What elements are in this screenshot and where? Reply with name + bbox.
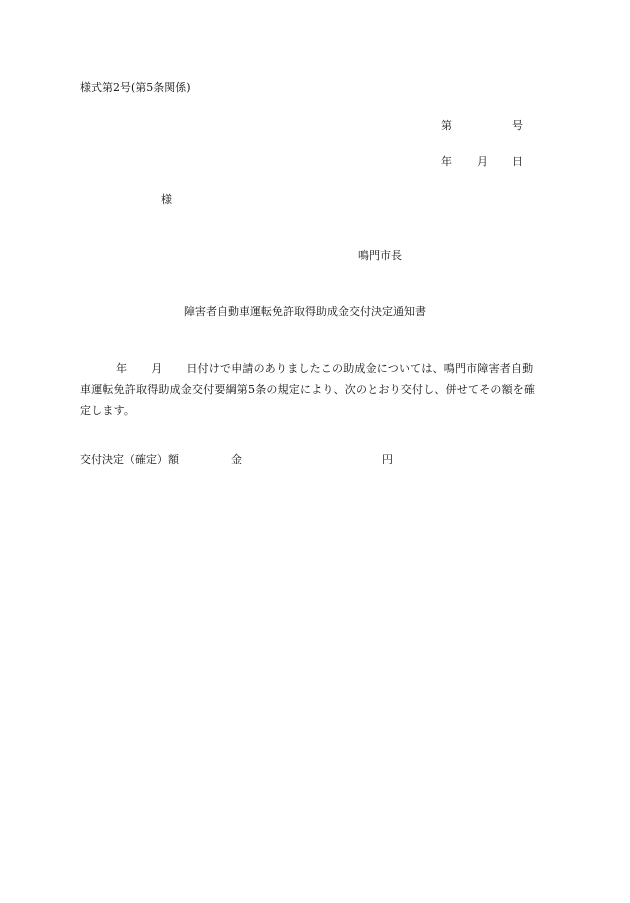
body-line-2: 車運転免許取得助成金交付要綱第5条の規定により、次のとおり交付し、併せてその額を確 <box>80 383 536 396</box>
body-line-3: 定します。 <box>80 404 136 417</box>
amount-prefix: 金 <box>231 453 242 466</box>
form-number-label: 様式第2号(第5条関係) <box>80 81 191 94</box>
addressee-honorific: 様 <box>161 193 172 206</box>
body-month: 月 <box>151 362 163 375</box>
date-month: 月 <box>477 155 488 168</box>
date-year: 年 <box>441 155 452 168</box>
amount-unit: 円 <box>382 453 393 466</box>
body-paragraph <box>80 358 552 421</box>
document-title: 障害者自動車運転免許取得助成金交付決定通知書 <box>184 305 426 318</box>
date-day: 日 <box>512 155 523 168</box>
body-year: 年 <box>116 362 128 375</box>
document-number-suffix: 号 <box>512 119 523 132</box>
body-line-1-text: 日付けで申請のありましたこの助成金については、鳴門市障害者自動 <box>186 362 534 375</box>
amount-label: 交付決定（確定）額 <box>80 453 179 466</box>
body-line-1 <box>80 358 552 379</box>
document-number-prefix: 第 <box>441 119 452 132</box>
issuer-name: 鳴門市長 <box>358 249 402 262</box>
